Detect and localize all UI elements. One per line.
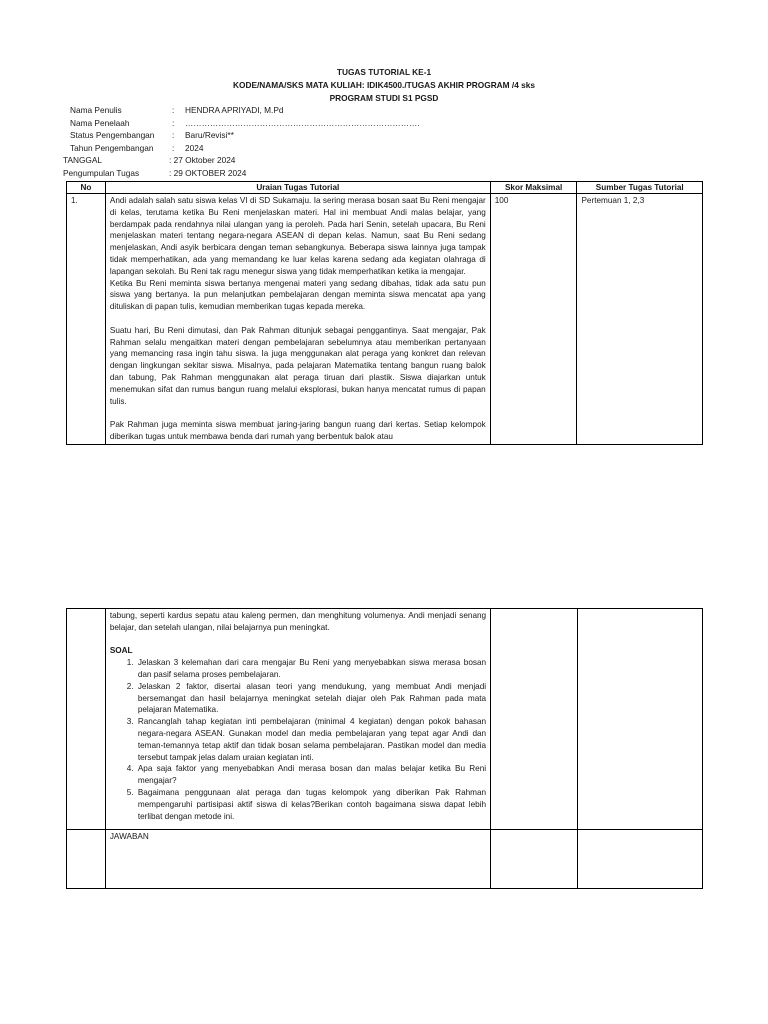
info-value: 2024 — [185, 142, 204, 153]
task-source — [577, 609, 702, 830]
question-item: 4. Apa saja faktor yang menyebabkan Andi merasa bosan dan malas belajar ketika Bu Reni mengajar? — [136, 763, 486, 787]
question-list — [110, 657, 486, 822]
task-source — [577, 830, 702, 889]
paragraph: Andi adalah salah satu siswa kelas VI di SD Sukamaju. Ia sering merasa bosan saat Bu Reni mengajar di kelas, terutama ketika Bu Reni menjelaskan materi. Hal ini membuat Andi malas belajar, yang berdampak pada rendahnya nilai ulangan yang ia peroleh. Pada hari Senin, setelah upacara, Bu Reni menjelaskan materi tentang negara-negara ASEAN di depan kelas. Namun, saat Bu Reni sedang menjelaskan, Andi asyik berbicara dengan teman sebangkunya. Beberapa siswa lainnya juga tampak tidak memperhatikan, ada yang memandang ke luar kelas karena sedang ada kegiatan olahraga di lapangan sekolah. Bu Reni tak ragu menegur siswa yang tidak memperhatikan ketika ia mengajar. — [109, 196, 486, 276]
header-uraian: Uraian Tugas Tutorial — [105, 182, 490, 194]
info-label: Tahun Pengembangan — [70, 142, 154, 153]
header-sumber: Sumber Tugas Tutorial — [577, 182, 703, 194]
info-separator: : — [172, 105, 175, 115]
max-score — [491, 830, 578, 889]
info-row — [63, 167, 420, 180]
info-row — [66, 142, 420, 155]
info-label: Nama Penelaah — [70, 117, 130, 128]
header-skor: Skor Maksimal — [490, 182, 577, 194]
table-row — [67, 609, 703, 830]
task-source: Pertemuan 1, 2,3 — [577, 194, 703, 445]
max-score — [491, 609, 578, 830]
question-item: 3. Rancanglah tahap kegiatan inti pembelajaran (minimal 4 kegiatan) dengan pokok bahasan negara-negara ASEAN. Gunakan model dan media pembelajaran yang tepat agar Andi dan teman-temannya tetap aktif dan tidak bosan selama pembelajaran. Pastikan model dan media tersebut tampak jelas dalam uraian kegiatan inti. — [136, 716, 486, 763]
document-header — [0, 66, 768, 105]
task-description — [105, 609, 490, 830]
table-row — [67, 194, 703, 445]
info-value: Baru/Revisi** — [185, 130, 234, 141]
paragraph: Pak Rahman juga meminta siswa membuat jaring-jaring bangun ruang dari kertas. Setiap kelompok diberikan tugas untuk membawa benda dari rumah yang berbentuk balok atau — [109, 420, 486, 441]
soal-title: SOAL — [109, 646, 133, 656]
table-header-row — [67, 182, 703, 194]
info-row — [66, 117, 420, 130]
row-number — [67, 830, 106, 889]
task-table — [66, 181, 703, 445]
info-row — [66, 129, 420, 142]
info-row — [66, 104, 420, 117]
info-value: : 27 Oktober 2024 — [169, 155, 236, 166]
max-score: 100 — [490, 194, 577, 445]
info-value: …………………………………………………………………………. — [185, 117, 420, 128]
info-separator: : — [172, 117, 175, 128]
answer-label: JAWABAN — [109, 832, 149, 842]
info-label: TANGGAL — [63, 155, 103, 166]
paragraph: tabung, seperti kardus sepatu atau kaleng permen, dan menghitung volumenya. Andi menjadi senang belajar, dan setelah ulangan, nilai belajarnya pun meningkat. — [109, 611, 487, 632]
header-title: TUGAS TUTORIAL KE-1 — [336, 67, 432, 77]
header-program: PROGRAM STUDI S1 PGSD — [329, 93, 439, 103]
info-label: Pengumpulan Tugas — [63, 167, 140, 178]
row-number — [67, 609, 106, 830]
task-table-continued — [66, 608, 703, 889]
info-label: Nama Penulis — [70, 105, 122, 115]
paragraph: Suatu hari, Bu Reni dimutasi, dan Pak Rahman ditunjuk sebagai penggantinya. Saat mengajar, Pak Rahman selalu mengaitkan materi dengan pembelajaran sebelumnya atau memberikan pertanyaan yang memancing rasa ingin tahu siswa. Ia juga menggunakan alat peraga yang konkret dan relevan dengan lingkungan sekitar siswa. Misalnya, pada pelajaran Matematika tentang bangun ruang balok dan tabung, Pak Rahman menggunakan alat peraga tiruan dari plastik. Siswa diajarkan untuk menemukan sifat dan rumus bangun ruang melalui eksplorasi, bukan hanya mencatat rumus di papan tulis. — [109, 325, 486, 406]
info-value: HENDRA APRIYADI, M.Pd — [185, 105, 284, 115]
info-separator: : — [172, 142, 175, 153]
paragraph: Ketika Bu Reni meminta siswa bertanya mengenai materi yang sedang dibahas, tidak ada satu pun siswa yang bertanya. Ia pun melanjutkan pembelajaran dengan meminta siswa mencatat apa yang dituliskan di papan tulis, kemudian memberikan tugas kepada mereka. — [109, 278, 486, 312]
info-row — [63, 154, 420, 167]
task-description — [105, 194, 490, 445]
answer-cell — [105, 830, 490, 889]
row-number: 1. — [67, 194, 106, 445]
info-label: Status Pengembangan — [70, 130, 155, 141]
document-info — [63, 104, 420, 180]
question-item: 2. Jelaskan 2 faktor, disertai alasan teori yang mendukung, yang membuat Andi menjadi bersemangat dan hasil belajarnya meningkat setelah diajar oleh Pak Rahman pada mata pelajaran Matematika. — [136, 681, 486, 716]
question-item: 1. Jelaskan 3 kelemahan dari cara mengajar Bu Reni yang menyebabkan siswa merasa bosan dan pasif selama proses pembelajaran. — [136, 657, 486, 681]
header-no: No — [67, 182, 106, 194]
info-separator: : — [172, 130, 175, 141]
question-item: 5. Bagaimana penggunaan alat peraga dan tugas kelompok yang diberikan Pak Rahman mempengaruhi partisipasi aktif siswa di kelas?Berikan contoh bagaimana siswa dapat lebih terlibat dengan metode ini. — [136, 787, 486, 822]
header-course: KODE/NAMA/SKS MATA KULIAH: IDIK4500./TUGAS AKHIR PROGRAM /4 sks — [233, 80, 535, 90]
table-row — [67, 830, 703, 889]
info-value: : 29 OKTOBER 2024 — [169, 167, 247, 178]
